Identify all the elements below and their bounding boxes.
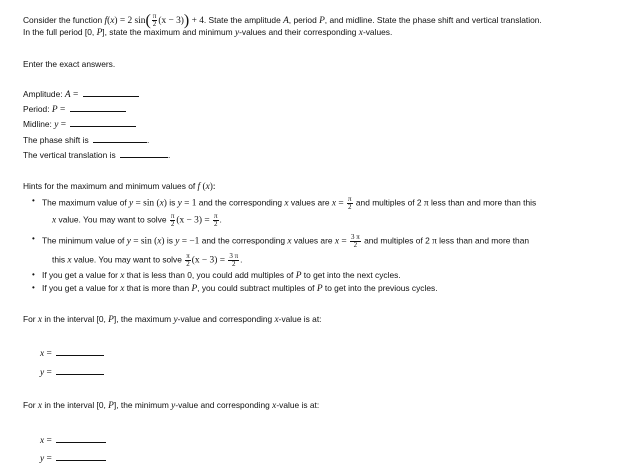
exact-answers-note: Enter the exact answers. — [23, 59, 116, 69]
max-section-prompt: For x in the interval [0, P], the maximum y-value and corresponding x-value is at: — [23, 314, 322, 325]
amplitude-row: Amplitude: A = — [23, 89, 139, 101]
min-y-row: y = — [40, 453, 106, 465]
bullet-icon: • — [32, 234, 35, 243]
math-f: f — [104, 15, 108, 26]
max-y-input[interactable] — [56, 367, 104, 375]
hint-less-than-zero: If you get a value for x that is less than 0, you could add multiples of P to get into the next cycles. — [42, 270, 401, 281]
bullet-icon: • — [32, 283, 35, 292]
fraction-pi-over-2: $\frac{\pi}{2}$ — [152, 12, 157, 29]
hint-min-line-1: The minimum value of y = sin (x) is y = −1 and the corresponding x values are x = $\frac{3 \pi}{2}$ and multiples of 2 π less than and more than — [42, 233, 530, 249]
period-row: Period: P = — [23, 104, 126, 116]
period-input[interactable] — [70, 104, 126, 112]
min-y-input[interactable] — [56, 453, 106, 461]
vertical-translation-row: The vertical translation is . — [23, 150, 171, 160]
phase-shift-row: The phase shift is . — [23, 135, 150, 145]
amplitude-input[interactable] — [83, 89, 139, 97]
phase-shift-input[interactable] — [93, 135, 147, 143]
problem-line-1: Consider the function f(x) = 2 sin( $\frac{\pi}{2}$ (x − 3)) + 4. State the amplitude A, period P, and midline. State the phase shift and vertical translation. — [23, 12, 542, 29]
min-section-prompt: For x in the interval [0, P], the minimum y-value and corresponding x-value is at: — [23, 400, 320, 411]
max-x-row: x = — [40, 348, 104, 360]
problem-line-2: In the full period [0, P], state the maximum and minimum y-values and their corresponding x-values. — [23, 27, 393, 38]
bullet-icon: • — [32, 270, 35, 279]
hint-max-line-2: x value. You may want to solve $\frac{\pi}{2}$ (x − 3) = $\frac{\pi}{2}$ . — [52, 212, 222, 228]
max-y-row: y = — [40, 367, 104, 379]
vertical-translation-input[interactable] — [120, 150, 168, 158]
midline-row: Midline: y = — [23, 119, 136, 131]
hint-more-than-p: If you get a value for x that is more than P, you could subtract multiples of P to get into the previous cycles. — [42, 283, 438, 294]
max-x-input[interactable] — [56, 348, 104, 356]
midline-input[interactable] — [70, 119, 136, 127]
bullet-icon: • — [32, 196, 35, 205]
min-x-input[interactable] — [56, 435, 106, 443]
hints-heading: Hints for the maximum and minimum values of f (x): — [23, 181, 216, 192]
hint-min-line-2: this x value. You may want to solve $\frac{\pi}{2}$ (x − 3) = $\frac{3 \pi}{2}$ . — [52, 252, 243, 268]
min-x-row: x = — [40, 435, 106, 447]
hint-max-line-1: The maximum value of y = sin (x) is y = 1 and the corresponding x values are x = $\frac{\pi}{2}$ and multiples of 2 π less than and more than this — [42, 195, 537, 211]
